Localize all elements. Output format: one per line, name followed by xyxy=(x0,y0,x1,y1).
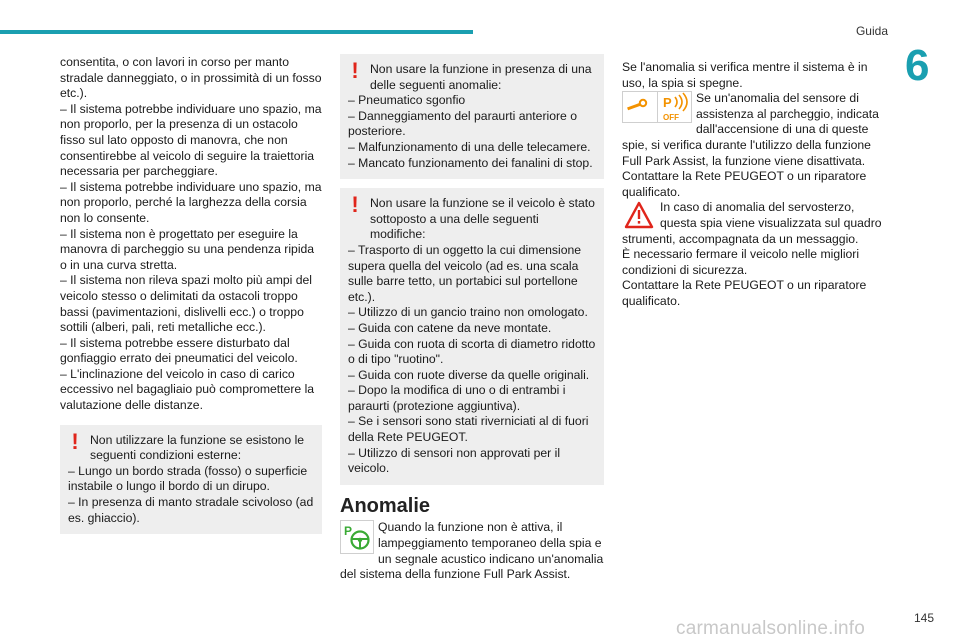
header-accent-bar xyxy=(0,30,473,34)
paragraph: – Il sistema non rileva spazi molto più ampi del veicolo stesso o delimitati da ostacoli troppo bassi (pavimentazioni, dislivelli ecc.) o troppo sottili (alberi, pali, reti metalliche ecc.). xyxy=(60,273,312,335)
sensor-fault-text: Se un'anomalia del sensore di assistenza al parcheggio, indicata dall'accensione di una di queste spie, si verifica durante l'utilizzo della funzione Full Park Assist, la funzione viene disattivata. xyxy=(622,91,879,168)
warning-box-anomalies xyxy=(340,54,604,179)
column-right xyxy=(622,60,884,310)
paragraph: Se l'anomalia si verifica mentre il sistema è in uso, la spia si spegne. xyxy=(622,60,868,90)
warning-item: – Utilizzo di un gancio traino non omologato. xyxy=(348,305,588,320)
warning-box-modifications xyxy=(340,188,604,485)
warning-item: – Guida con catene da neve montate. xyxy=(348,320,552,335)
anomaly-paragraph xyxy=(340,520,604,582)
warning-item: – Lungo un bordo strada (fosso) o superficie instabile o lungo il bordo di un dirupo. xyxy=(68,463,308,494)
warning-item: – In presenza di manto stradale scivoloso (ad es. ghiaccio). xyxy=(68,495,314,525)
parking-sensor-off-icon xyxy=(663,93,687,122)
paragraph: – Il sistema potrebbe essere disturbato dal gonfiaggio errato dei pneumatici del veicolo. xyxy=(60,335,298,366)
warning-item: – Dopo la modifica di uno o di entrambi i paraurti (protezione aggiuntiva). xyxy=(348,383,566,413)
column-left xyxy=(60,55,322,543)
warning-exclamation-icon: ! xyxy=(351,58,359,83)
sensor-fault-paragraph xyxy=(622,91,884,169)
warning-intro: Non usare la funzione se il veicolo è stato sottoposto a una delle seguenti modifiche: xyxy=(370,196,595,242)
warning-exclamation-icon: ! xyxy=(71,428,79,454)
svg-text:P: P xyxy=(663,95,672,111)
warning-item: – Pneumatico sgonfio xyxy=(348,93,466,108)
section-title: Guida xyxy=(855,24,888,38)
paragraph: – Il sistema non è progettato per eseguire la manovra di parcheggio su una pendenza ripida o in una curva stretta. xyxy=(60,226,315,272)
warning-item: – Trasporto di un oggetto la cui dimensione supera quella del veicolo (ad es. una scala sulle barre tetto, un portabici sul portellone etc.). xyxy=(348,242,582,304)
warning-intro: Non utilizzare la funzione se esistono le seguenti condizioni esterne: xyxy=(90,432,305,463)
warning-item: – Utilizzo di sensori non approvati per il veicolo. xyxy=(348,445,561,476)
warning-item: – Danneggiamento del paraurti anteriore o posteriore. xyxy=(348,108,578,139)
paragraph: – Il sistema potrebbe individuare uno spazio, ma non proporlo, perché la larghezza della corsia non lo consente. xyxy=(60,179,322,225)
chapter-number: 6 xyxy=(905,41,930,90)
sensor-fault-icons xyxy=(622,91,692,123)
paragraph: Contattare la Rete PEUGEOT o un riparatore qualificato. xyxy=(622,278,867,308)
warning-item: – Mancato funzionamento dei fanalini di stop. xyxy=(348,155,593,170)
steering-fault-paragraph xyxy=(622,200,884,247)
wrench-icon xyxy=(627,100,646,110)
warning-intro: Non usare la funzione in presenza di una delle seguenti anomalie: xyxy=(370,62,592,92)
svg-text:OFF: OFF xyxy=(663,113,679,123)
paragraph: – Il sistema potrebbe individuare uno spazio, ma non proporlo, per la presenza di un ostacolo fisso sul lato opposto di manovra, che non consentirebbe al veicolo di seguire la traiettoria necessaria per parcheggiare. xyxy=(60,101,322,179)
warning-item: – Malfunzionamento di una delle telecamere. xyxy=(348,139,591,154)
column-middle xyxy=(340,54,604,583)
warning-triangle-icon xyxy=(622,200,656,230)
paragraph: Contattare la Rete PEUGEOT o un riparatore qualificato. xyxy=(622,169,867,199)
warning-item: – Se i sensori sono stati riverniciati al di fuori della Rete PEUGEOT. xyxy=(348,414,589,445)
paragraph: – L'inclinazione del veicolo in caso di carico eccessivo nel bagagliaio può compromettere la valutazione delle distanze. xyxy=(60,366,315,413)
anomaly-text: Quando la funzione non è attiva, il lampeggiamento temporaneo della spia e un segnale acustico indicano un'anomalia del sistema della funzione Full Park Assist. xyxy=(340,520,604,582)
paragraph: consentita, o con lavori in corso per manto stradale danneggiato, o in prossimità di un fosso etc.). xyxy=(60,55,322,101)
section-heading-anomalie: Anomalie xyxy=(340,494,431,517)
svg-text:P: P xyxy=(344,524,353,539)
steering-fault-text: In caso di anomalia del servosterzo, questa spia viene visualizzata sul quadro strumenti, accompagnata da un messaggio. xyxy=(622,200,882,246)
paragraph: È necessario fermare il veicolo nelle migliori condizioni di sicurezza. xyxy=(622,247,860,277)
warning-item: – Guida con ruote diverse da quelle originali. xyxy=(348,367,590,382)
watermark: carmanualsonline.info xyxy=(676,618,866,639)
page-number: 145 xyxy=(914,611,935,625)
park-assist-steering-wheel-icon xyxy=(340,520,374,554)
warning-item: – Guida con ruota di scorta di diametro ridotto o di tipo "ruotino". xyxy=(348,336,596,367)
warning-exclamation-icon: ! xyxy=(351,192,359,218)
warning-box-external-conditions xyxy=(60,425,322,535)
